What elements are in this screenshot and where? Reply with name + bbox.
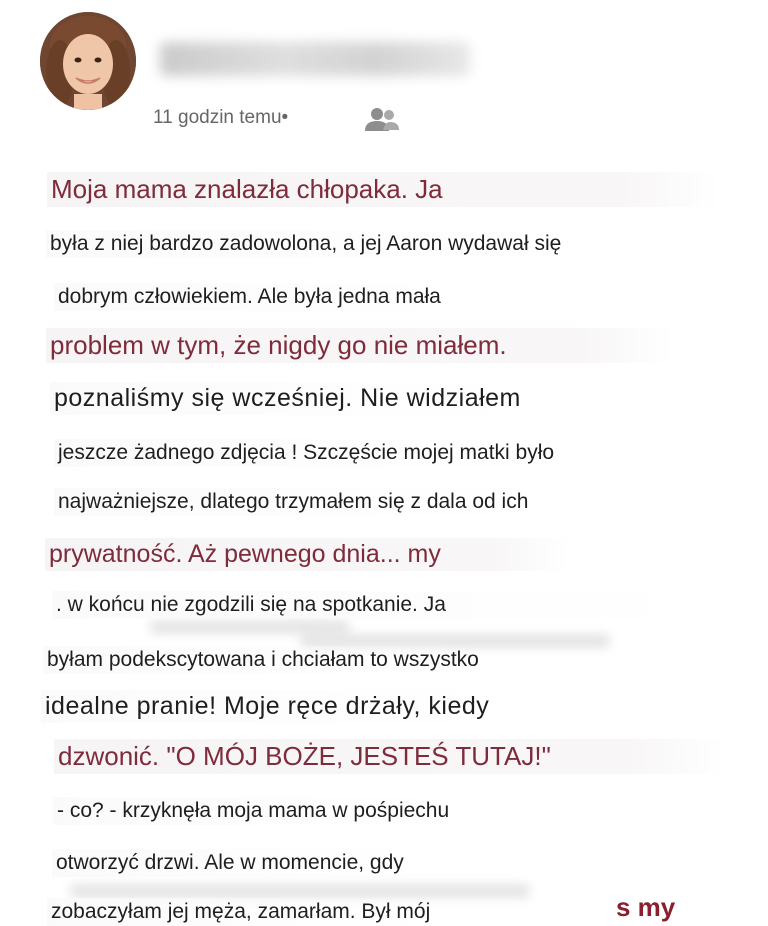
post-timestamp[interactable]: 11 godzin temu• <box>153 107 289 128</box>
post-line: jeszcze żadnego zdjęcia ! Szczęście mojej matki było <box>54 439 562 467</box>
friends-icon <box>364 106 400 132</box>
blurred-trace <box>70 884 530 898</box>
post-line: poznaliśmy się wcześniej. Nie widziałem <box>50 382 529 415</box>
trailing-fragment: s my <box>616 892 676 922</box>
post-line: byłam podekscytowana i chciałam to wszystko <box>43 646 487 674</box>
post-line: dobrym człowiekiem. Ale była jedna mała <box>54 283 449 311</box>
post-line: idealne pranie! Moje ręce drżały, kiedy <box>41 690 497 723</box>
post-line: problem w tym, że nigdy go nie miałem. <box>46 328 674 363</box>
post-line: - co? - krzyknęła moja mama w pośpiechu <box>53 797 457 825</box>
post-line: zobaczyłam jej męża, zamarłam. Był mój <box>47 898 438 926</box>
post-line: . w końcu nie zgodzili się na spotkanie. Ja <box>52 591 704 619</box>
post-line: dzwonić. "O MÓJ BOŻE, JESTEŚ TUTAJ!" <box>54 739 726 774</box>
post-line: najważniejsze, dlatego trzymałem się z dala od ich <box>54 488 536 516</box>
post-line: była z niej bardzo zadowolona, a jej Aaron wydawał się <box>46 230 569 258</box>
post-line: Moja mama znalazła chłopaka. Ja <box>47 172 719 207</box>
username-blurred[interactable] <box>160 42 470 76</box>
post-line: prywatność. Aż pewnego dnia... my <box>45 538 569 571</box>
post-line: otworzyć drzwi. Ale w momencie, gdy <box>52 849 412 877</box>
blurred-trace <box>150 620 350 634</box>
avatar[interactable] <box>40 12 136 110</box>
profile-photo <box>40 12 136 110</box>
